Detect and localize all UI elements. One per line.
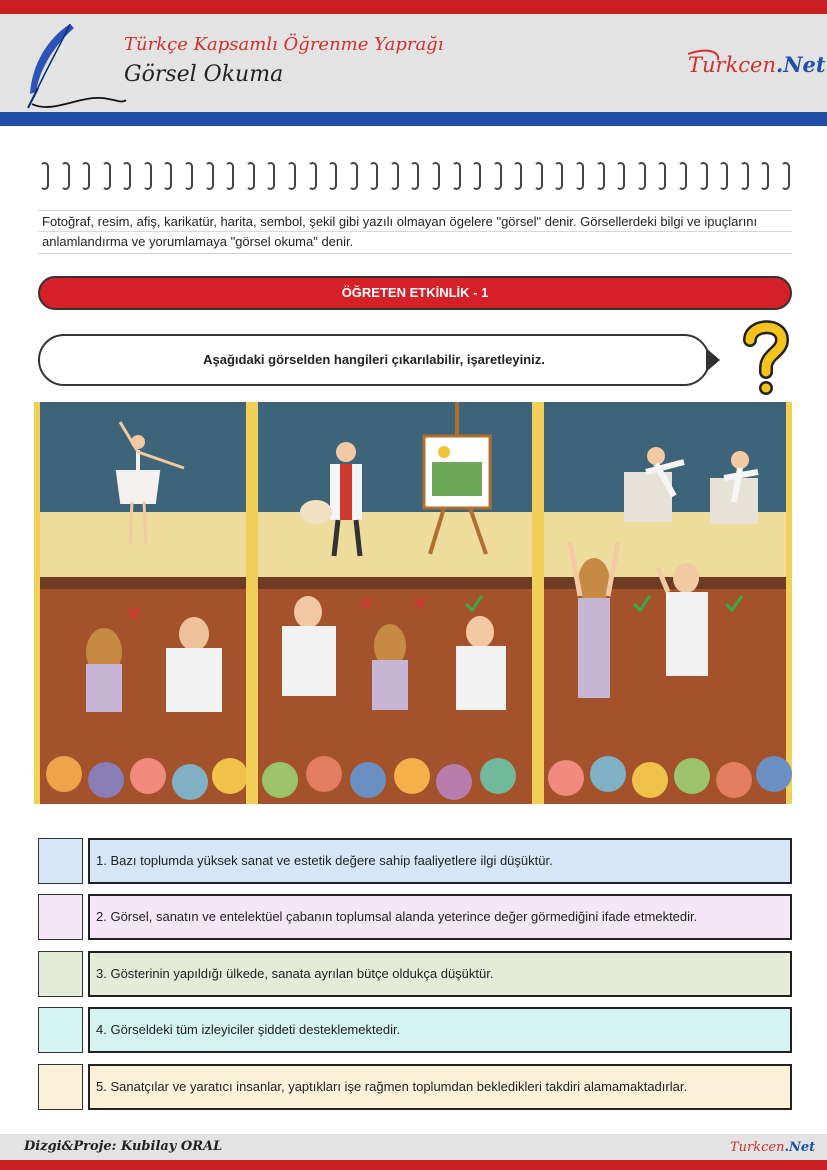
ring bbox=[163, 162, 172, 190]
panel-painter bbox=[258, 402, 532, 804]
option-checkbox[interactable] bbox=[38, 1007, 83, 1053]
ring bbox=[596, 162, 605, 190]
worksheet-title: Görsel Okuma bbox=[124, 62, 284, 87]
spiral-binding bbox=[40, 162, 790, 194]
ring bbox=[122, 162, 131, 190]
question-mark-icon bbox=[736, 318, 796, 398]
brand-name: Turkcen bbox=[688, 53, 777, 77]
ring bbox=[493, 162, 502, 190]
brand-suffix: .Net bbox=[776, 52, 826, 77]
worksheet-subtitle: Türkçe Kapsamlı Öğrenme Yaprağı bbox=[124, 34, 444, 55]
ring bbox=[657, 162, 666, 190]
ring bbox=[781, 162, 790, 190]
ring bbox=[287, 162, 296, 190]
option-checkbox[interactable] bbox=[38, 838, 83, 884]
ring bbox=[369, 162, 378, 190]
ring bbox=[740, 162, 749, 190]
quill-pen-icon bbox=[18, 18, 128, 110]
footer-brand-suffix: .Net bbox=[784, 1140, 816, 1155]
option-5[interactable] bbox=[38, 1064, 792, 1110]
ring bbox=[205, 162, 214, 190]
ring bbox=[472, 162, 481, 190]
ring bbox=[246, 162, 255, 190]
ring bbox=[637, 162, 646, 190]
ring bbox=[61, 162, 70, 190]
ring bbox=[410, 162, 419, 190]
option-3[interactable] bbox=[38, 951, 792, 997]
definition-text bbox=[38, 210, 792, 254]
option-checkbox[interactable] bbox=[38, 1064, 83, 1110]
ring bbox=[308, 162, 317, 190]
ring bbox=[143, 162, 152, 190]
footer-stripe bbox=[0, 1160, 827, 1170]
option-text: 3. Gösterinin yapıldığı ülkede, sanata ayrılan bütçe oldukça düşüktür. bbox=[88, 951, 792, 997]
activity-banner: ÖĞRETEN ETKİNLİK - 1 bbox=[38, 276, 792, 310]
question-arrow bbox=[706, 348, 720, 372]
ring bbox=[575, 162, 584, 190]
option-text: 5. Sanatçılar ve yaratıcı insanlar, yaptıkları işe rağmen toplumdan bekledikleri takdiri alamamaktadırlar. bbox=[88, 1064, 792, 1110]
ring bbox=[431, 162, 440, 190]
header-bottom-stripe bbox=[0, 112, 827, 126]
header-top-stripe bbox=[0, 0, 827, 14]
ring bbox=[40, 162, 49, 190]
ring bbox=[328, 162, 337, 190]
ring bbox=[349, 162, 358, 190]
ring bbox=[184, 162, 193, 190]
footer-brand-logo[interactable] bbox=[730, 1140, 815, 1155]
option-text: 4. Görseldeki tüm izleyiciler şiddeti desteklemektedir. bbox=[88, 1007, 792, 1053]
ring bbox=[534, 162, 543, 190]
ring bbox=[719, 162, 728, 190]
option-2[interactable] bbox=[38, 894, 792, 940]
option-checkbox[interactable] bbox=[38, 894, 83, 940]
credit-text: Dizgi&Proje: Kubilay ORAL bbox=[24, 1139, 223, 1154]
ring bbox=[266, 162, 275, 190]
panel-fight bbox=[544, 402, 786, 804]
question-box: Aşağıdaki görselden hangileri çıkarılabilir, işaretleyiniz. bbox=[38, 334, 710, 386]
ring bbox=[452, 162, 461, 190]
ruled-line bbox=[38, 231, 792, 232]
option-4[interactable] bbox=[38, 1007, 792, 1053]
footer-brand-name: Turkcen bbox=[730, 1140, 785, 1155]
ring bbox=[699, 162, 708, 190]
ring bbox=[678, 162, 687, 190]
ring bbox=[225, 162, 234, 190]
ring bbox=[513, 162, 522, 190]
ring bbox=[554, 162, 563, 190]
ring bbox=[616, 162, 625, 190]
panel-ballet bbox=[40, 402, 246, 804]
ring bbox=[760, 162, 769, 190]
ring bbox=[390, 162, 399, 190]
option-checkbox[interactable] bbox=[38, 951, 83, 997]
brand-logo[interactable] bbox=[688, 52, 826, 77]
option-text: 1. Bazı toplumda yüksek sanat ve estetik değere sahip faaliyetlere ilgi düşüktür. bbox=[88, 838, 792, 884]
definition-body: Fotoğraf, resim, afiş, karikatür, harita, sembol, şekil gibi yazılı olmayan ögelere "görsel" denir. Görsellerdeki bilgi ve ipuçlarını anlamlandırma ve yorumlamaya "görsel okuma" denir. bbox=[42, 214, 758, 249]
option-1[interactable] bbox=[38, 838, 792, 884]
ring bbox=[81, 162, 90, 190]
option-text: 2. Görsel, sanatın ve entelektüel çabanın toplumsal alanda yeterince değer görmediğini ifade etmektedir. bbox=[88, 894, 792, 940]
theatre-illustration bbox=[34, 402, 792, 804]
ring bbox=[102, 162, 111, 190]
